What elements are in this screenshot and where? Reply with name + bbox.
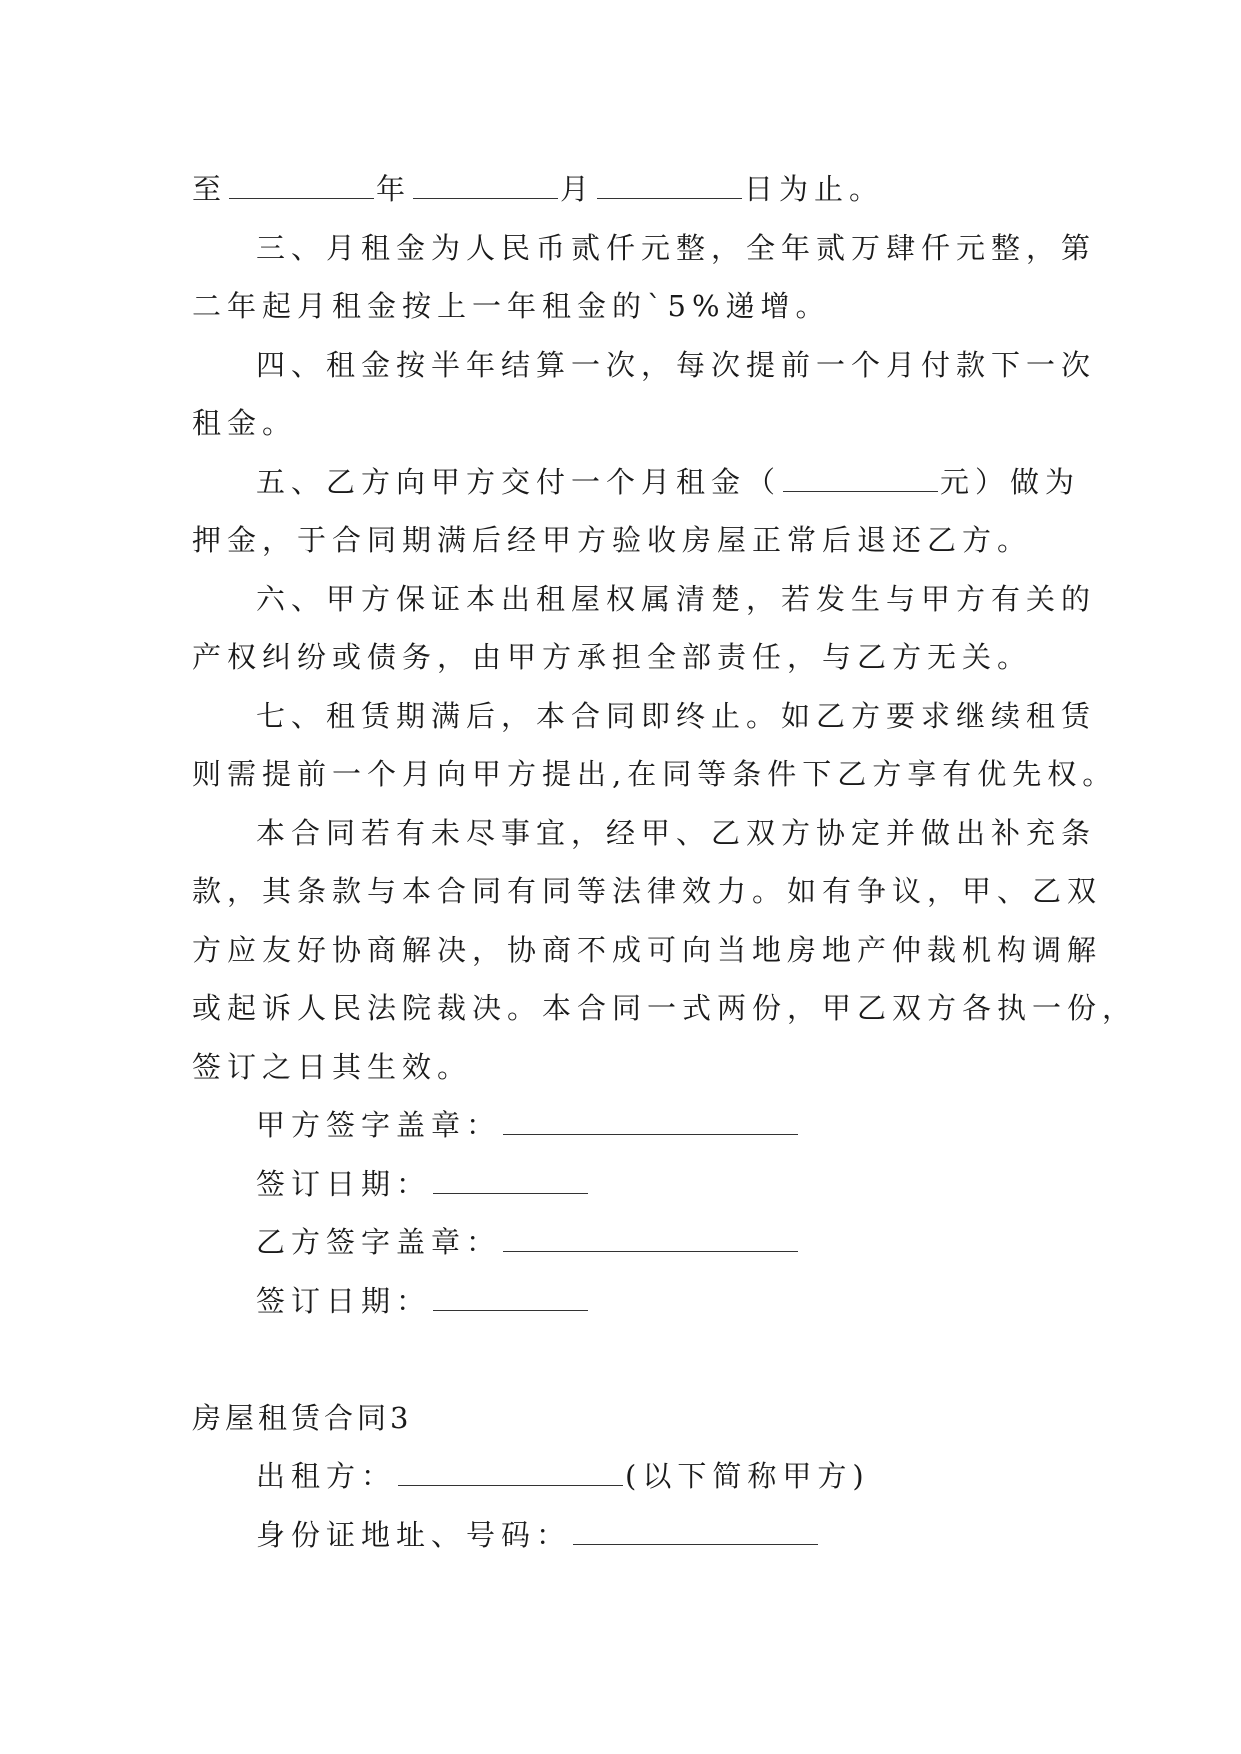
party-a-date-label: 签订日期： bbox=[256, 1166, 432, 1201]
day-label: 日为止。 bbox=[744, 172, 885, 206]
party-a-signature-line bbox=[192, 1096, 1062, 1155]
closing-line-4: 或起诉人民法院裁决。本合同一式两份，甲乙双方各执一份， bbox=[192, 991, 1138, 1025]
clause-5-text-b: 元）做为 bbox=[940, 464, 1081, 499]
lessor-line bbox=[192, 1447, 1062, 1506]
lessor-suffix: (以下简称甲方) bbox=[625, 1459, 870, 1493]
closing-line-2: 款，其条款与本合同有同等法律效力。如有争议，甲、乙双 bbox=[192, 874, 1103, 908]
party-b-date-label: 签订日期： bbox=[256, 1283, 432, 1318]
clause-5-line-1 bbox=[192, 453, 1081, 512]
clause-7-line-1: 七、租赁期满后，本合同即终止。如乙方要求继续租赁 bbox=[256, 698, 1097, 733]
party-b-date-line bbox=[192, 1272, 1062, 1331]
document-page bbox=[192, 160, 1138, 1564]
party-b-signature-label: 乙方签字盖章： bbox=[256, 1225, 502, 1259]
term-to-label: 至 bbox=[192, 172, 228, 206]
clause-5-line-2: 押金，于合同期满后经甲方验收房屋正常后退还乙方。 bbox=[192, 523, 1033, 557]
party-b-signature-line bbox=[192, 1213, 1062, 1272]
contract-3-title: 房屋租赁合同3 bbox=[192, 1400, 413, 1435]
clause-4-line-1: 四、租金按半年结算一次，每次提前一个月付款下一次 bbox=[256, 347, 1097, 382]
lessor-label: 出租方： bbox=[256, 1459, 397, 1493]
clause-4-line-2: 租金。 bbox=[192, 406, 298, 440]
deposit-amount-blank bbox=[783, 469, 938, 492]
id-address-line bbox=[192, 1506, 1062, 1565]
term-end-line bbox=[192, 160, 1062, 219]
closing-line-1: 本合同若有未尽事宜，经甲、乙双方协定并做出补充条 bbox=[256, 815, 1097, 850]
clause-3-line-1: 三、月租金为人民币贰仟元整，全年贰万肆仟元整，第 bbox=[256, 230, 1097, 265]
section-spacer bbox=[192, 1330, 1062, 1389]
day-blank bbox=[597, 176, 742, 199]
month-blank bbox=[413, 176, 558, 199]
id-address-blank bbox=[573, 1522, 818, 1545]
year-label: 年 bbox=[376, 172, 412, 206]
party-a-date-line bbox=[192, 1155, 1062, 1214]
clause-5-text-a: 五、乙方向甲方交付一个月租金（ bbox=[256, 464, 782, 499]
party-b-date-blank bbox=[433, 1288, 588, 1311]
party-a-signature-blank bbox=[503, 1112, 798, 1135]
closing-line-3: 方应友好协商解决，协商不成可向当地房地产仲裁机构调解 bbox=[192, 932, 1103, 967]
party-a-date-blank bbox=[433, 1171, 588, 1194]
clause-6-line-2: 产权纠纷或债务，由甲方承担全部责任，与乙方无关。 bbox=[192, 640, 1033, 674]
party-a-signature-label: 甲方签字盖章： bbox=[256, 1108, 502, 1142]
clause-6-line-1: 六、甲方保证本出租屋权属清楚，若发生与甲方有关的 bbox=[256, 581, 1097, 616]
clause-7-line-2: 则需提前一个月向甲方提出,在同等条件下乙方享有优先权。 bbox=[192, 757, 1118, 791]
id-address-label: 身份证地址、号码： bbox=[256, 1517, 572, 1552]
year-blank bbox=[229, 176, 374, 199]
party-b-signature-blank bbox=[503, 1229, 798, 1252]
closing-line-5: 签订之日其生效。 bbox=[192, 1049, 473, 1084]
month-label: 月 bbox=[560, 172, 596, 206]
lessor-name-blank bbox=[398, 1463, 623, 1486]
clause-3-line-2: 二年起月租金按上一年租金的`5%递增。 bbox=[192, 289, 831, 323]
